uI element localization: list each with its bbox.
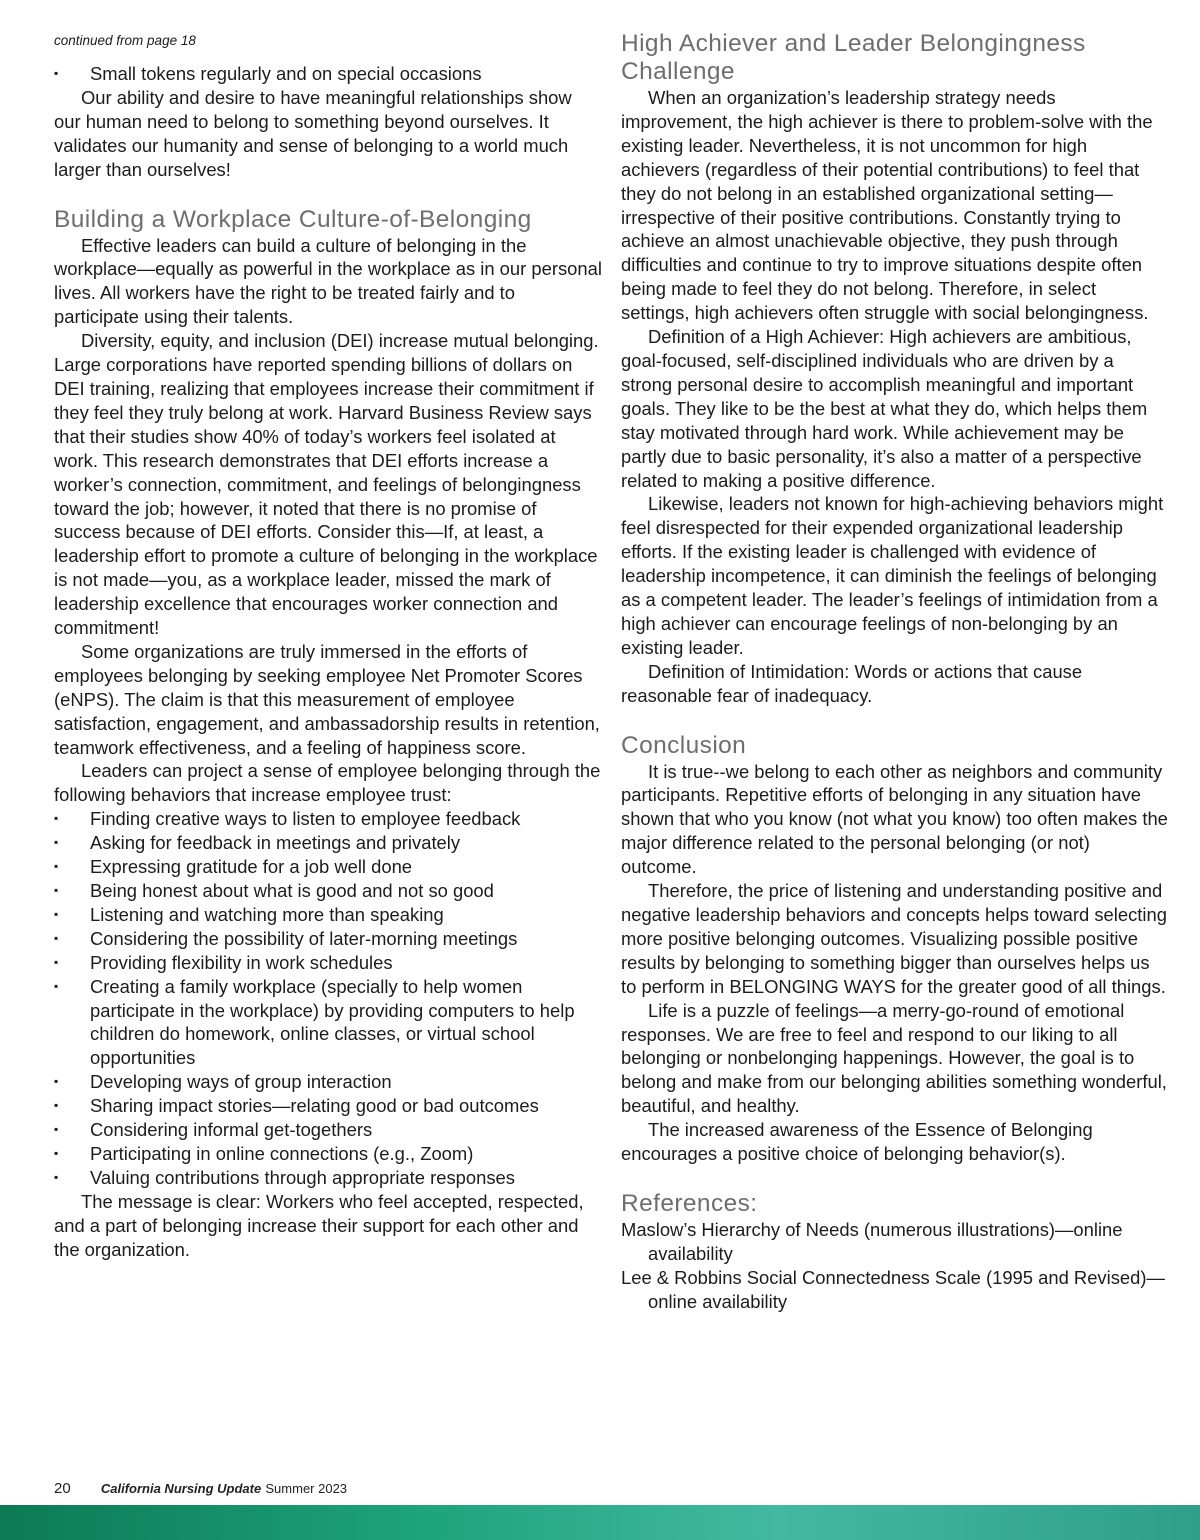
issue-season: Summer 2023 (265, 1481, 348, 1496)
list-item: ▪ Valuing contributions through appropriate responses (54, 1166, 602, 1190)
section-heading-conclusion: Conclusion (621, 731, 747, 759)
reference-item: Lee & Robbins Social Connectedness Scale (1995 and Revised)—online availability (621, 1266, 1165, 1312)
page-number: 20 (54, 1480, 71, 1497)
list-item: ▪ Listening and watching more than speaking (54, 903, 602, 927)
paragraph: Definition of a High Achiever: High achievers are ambitious, goal-focused, self-disciplined individuals who are driven by a strong personal desire to accomplish meaningful and important goals. They like to be the best at what they do, which helps them stay motivated through hard work. While achievement may be partly due to basic personality, it’s also a matter of a perspective related to making a positive difference. (621, 326, 1148, 491)
right-column (621, 30, 1169, 1314)
list-item: ▪ Small tokens regularly and on special occasions (54, 62, 602, 86)
paragraph: When an organization’s leadership strategy needs improvement, the high achiever is there to problem-solve with the existing leader. Nevertheless, it is not uncommon for high achievers (regardless of their potential contributions) to feel that they do not belong in an established organizational setting—irrespective of their positive contributions. Constantly trying to achieve an almost unachievable objective, they push through difficulties and continue to try to improve situations despite often being made to feel they do not belong. Therefore, in select settings, high achievers often struggle with social belongingness. (621, 87, 1153, 324)
paragraph: Therefore, the price of listening and understanding positive and negative leadership behaviors and concepts helps toward selecting more positive belonging outcomes. Visualizing possible positive results by belonging to something bigger than ourselves helps us to perform in BELONGING WAYS for the greater good of all things. (621, 880, 1167, 997)
intro-paragraph: Our ability and desire to have meaningful relationships show our human need to belong to something beyond ourselves. It validates our humanity and sense of belonging to a world much larger than ourselves! (54, 86, 572, 180)
list-item: ▪ Creating a family workplace (specially to help women participate in the workplace) by providing computers to help children do homework, online classes, or virtual school opportunities (54, 975, 602, 1071)
section-heading-high-achiever: High Achiever and Leader Belongingness Challenge (621, 30, 1086, 85)
footer-color-band (0, 1505, 1200, 1540)
list-item: ▪ Expressing gratitude for a job well done (54, 855, 602, 879)
list-item: ▪ Considering informal get-togethers (54, 1118, 602, 1142)
paragraph: Life is a puzzle of feelings—a merry-go-round of emotional responses. We are free to feel and respond to our liking to all belonging or nonbelonging happenings. However, the goal is to belong and make from our belonging abilities something wonderful, beautiful, and healthy. (621, 999, 1167, 1117)
intro-bullet-list (54, 62, 602, 86)
paragraph: Leaders can project a sense of employee belonging through the following behaviors that increase employee trust: (54, 760, 601, 806)
section-heading-workplace-culture: Building a Workplace Culture-of-Belonging (54, 205, 532, 233)
paragraph: Likewise, leaders not known for high-achieving behaviors might feel disrespected for their expended organizational leadership efforts. If the existing leader is challenged with evidence of leadership incompetence, it can diminish the feelings of belonging as a competent leader. The leader’s feelings of intimidation from a high achiever can encourage feelings of non-belonging by an existing leader. (621, 493, 1164, 658)
paragraph: Effective leaders can build a culture of belonging in the workplace—equally as powerful in the workplace as in our personal lives. All workers have the right to be treated fairly and to participate using their talents. (54, 234, 602, 328)
closing-paragraph: The message is clear: Workers who feel accepted, respected, and a part of belonging increase their support for each other and the organization. (54, 1190, 584, 1260)
left-column (54, 30, 602, 1262)
paragraph: Diversity, equity, and inclusion (DEI) increase mutual belonging. Large corporations have reported spending billions of dollars on DEI training, realizing that employees increase their commitment if they feel they truly belong at work. Harvard Business Review says that their studies show 40% of today’s workers feel isolated at work. This research demonstrates that DEI efforts increase a worker’s connection, commitment, and feelings of belongingness toward the job; however, it noted that there is no promise of success because of DEI efforts. Consider this—If, at least, a leadership effort to promote a culture of belonging in the workplace is not made—you, as a workplace leader, missed the mark of leadership excellence that encourages worker connection and commitment! (54, 330, 599, 639)
list-item: ▪ Developing ways of group interaction (54, 1070, 602, 1094)
paragraph: Definition of Intimidation: Words or actions that cause reasonable fear of inadequacy. (621, 660, 1083, 706)
page-footer (54, 1480, 347, 1497)
behaviors-bullet-list (54, 807, 602, 1190)
list-item: ▪ Sharing impact stories—relating good or bad outcomes (54, 1094, 602, 1118)
list-item: ▪ Being honest about what is good and not so good (54, 879, 602, 903)
list-item: ▪ Providing flexibility in work schedules (54, 951, 602, 975)
list-item: ▪ Asking for feedback in meetings and privately (54, 831, 602, 855)
continued-note: continued from page 18 (54, 33, 196, 48)
section-heading-references: References: (621, 1189, 758, 1217)
list-item: ▪ Finding creative ways to listen to employee feedback (54, 807, 602, 831)
paragraph: It is true--we belong to each other as neighbors and community participants. Repetitive efforts of belonging in any situation have shown that who you know (not what you know) too often makes the major difference related to the personal belonging (or not) outcome. (621, 760, 1168, 878)
list-item: ▪ Considering the possibility of later-morning meetings (54, 927, 602, 951)
reference-item: Maslow’s Hierarchy of Needs (numerous illustrations)—online availability (621, 1218, 1123, 1264)
paragraph: The increased awareness of the Essence of Belonging encourages a positive choice of belonging behavior(s). (621, 1119, 1093, 1165)
paragraph: Some organizations are truly immersed in the efforts of employees belonging by seeking employee Net Promoter Scores (eNPS). The claim is that this measurement of employee satisfaction, engagement, and ambassadorship results in retention, teamwork effectiveness, and a feeling of happiness score. (54, 640, 600, 758)
list-item: ▪ Participating in online connections (e.g., Zoom) (54, 1142, 602, 1166)
publication-title: California Nursing Update (100, 1481, 262, 1496)
